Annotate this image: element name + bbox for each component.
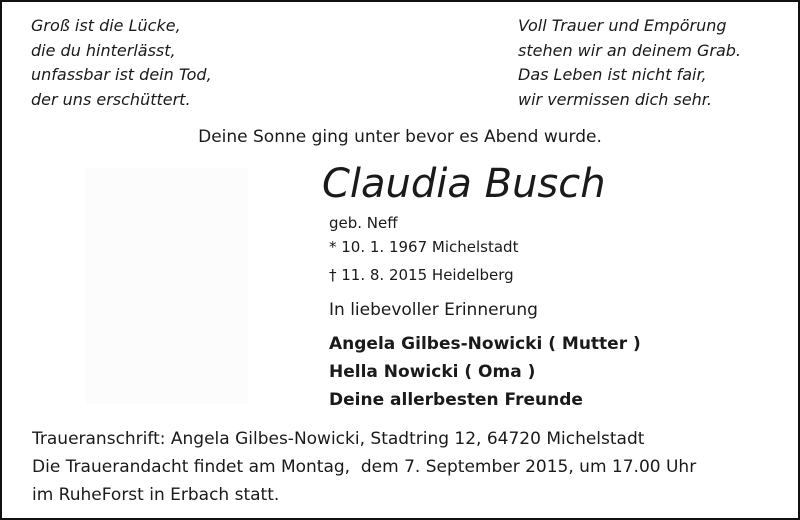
mourner: Deine allerbesten Freunde [329, 390, 583, 410]
memorial-line: In liebevoller Erinnerung [329, 300, 538, 320]
poem-left-line: der uns erschüttert. [31, 89, 191, 109]
poem-left-line: Groß ist die Lücke, [31, 16, 181, 35]
maiden-name: geb. Neff [329, 214, 398, 232]
mourning-address: Traueranschrift: Angela Gilbes-Nowicki, Stadtring 12, 64720 Michelstadt [32, 429, 645, 449]
deceased-name: Claudia Busch [322, 161, 606, 207]
poem-right-line: Voll Trauer und Empörung [518, 16, 727, 35]
service-date: Die Trauerandacht findet am Montag, dem 7. September 2015, um 17.00 Uhr [32, 457, 697, 477]
motto: Deine Sonne ging unter bevor es Abend wurde. [198, 127, 602, 147]
poem-right-line: wir vermissen dich sehr. [518, 89, 712, 109]
life-dates [329, 211, 518, 287]
mourner: Hella Nowicki ( Oma ) [329, 362, 536, 382]
death-date: † 11. 8. 2015 Heidelberg [329, 266, 514, 284]
service-location: im RuheForst in Erbach statt. [32, 485, 280, 505]
poem-right [518, 14, 741, 112]
mourners-list [329, 330, 641, 414]
funeral-info [32, 425, 696, 509]
poem-left-line: unfassbar ist dein Tod, [31, 65, 212, 84]
portrait-photo-placeholder [86, 168, 248, 404]
poem-right-line: stehen wir an deinem Grab. [518, 40, 742, 60]
mourner: Angela Gilbes-Nowicki ( Mutter ) [329, 334, 641, 354]
poem-left [31, 14, 212, 112]
poem-left-line: die du hinterlässt, [31, 40, 176, 60]
poem-right-line: Das Leben ist nicht fair, [518, 65, 707, 84]
birth-date: * 10. 1. 1967 Michelstadt [329, 238, 519, 256]
